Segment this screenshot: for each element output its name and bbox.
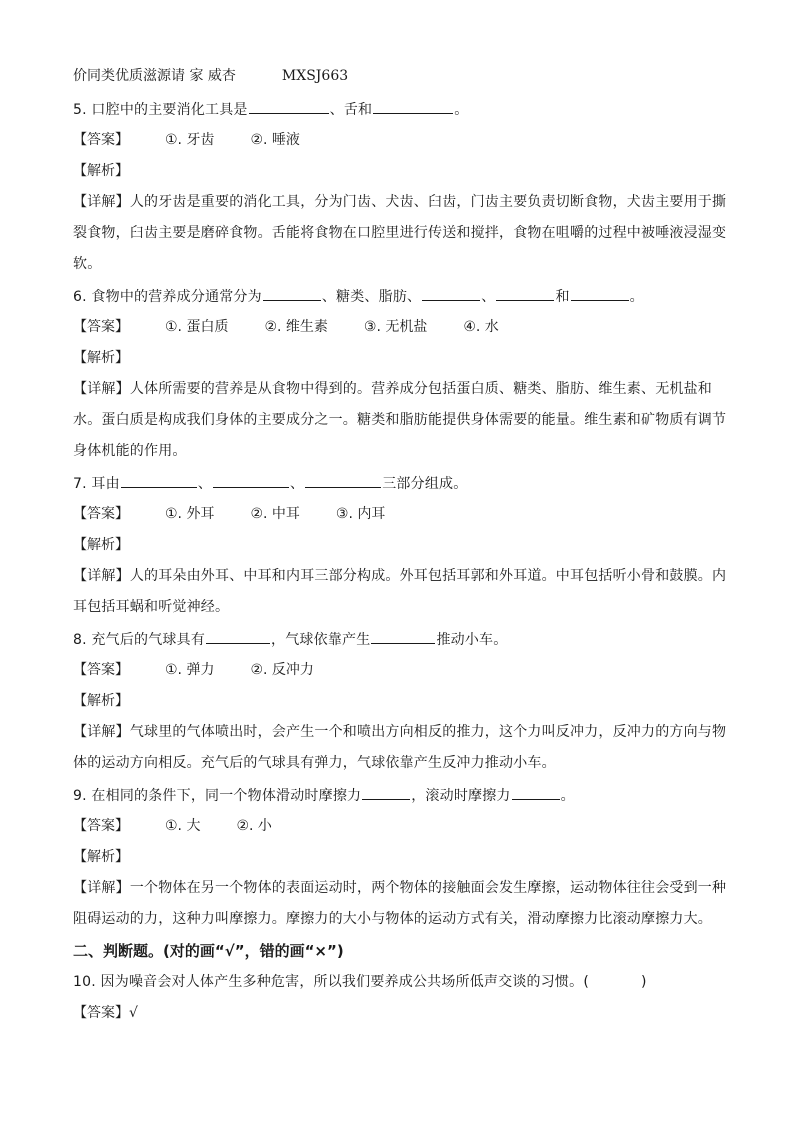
answer-label: 【答案】 — [73, 662, 129, 678]
answer-option: ②. 中耳 — [250, 506, 300, 522]
answer-option: ②. 唾液 — [250, 132, 300, 148]
answer-blank[interactable] — [422, 286, 480, 301]
detail-line: 【详解】人的耳朵由外耳、中耳和内耳三部分构成。外耳包括耳郭和外耳道。中耳包括听小骨和鼓膜。内 — [73, 568, 727, 584]
answer-option: ②. 维生素 — [264, 319, 328, 335]
answer-blank[interactable] — [249, 99, 329, 114]
answer-blank[interactable] — [305, 473, 381, 488]
answer-label: 【答案】 — [73, 319, 129, 335]
answer-label: 【答案】 — [73, 132, 129, 148]
question-5: 5. 口腔中的主要消化工具是 、舌和 。 — [73, 99, 468, 120]
detail-line: 【详解】人体所需要的营养是从食物中得到的。营养成分包括蛋白质、糖类、脂肪、维生素、无机盐和 — [73, 381, 713, 397]
section-heading: 二、判断题。(对的画“√”，错的画“×”) — [73, 942, 344, 960]
analysis-label: 【解析】 — [73, 537, 129, 553]
question-9: 9. 在相同的条件下，同一个物体滑动时摩擦力 ，滚动时摩擦力 。 — [73, 785, 575, 806]
question-6: 6. 食物中的营养成分通常分为 、糖类、脂肪、 、 和 。 — [73, 286, 644, 307]
analysis-label: 【解析】 — [73, 693, 129, 709]
answer-label: 【答案】 — [73, 506, 129, 522]
doc-code: MXSJ663 — [281, 68, 349, 84]
detail-line: 软。 — [73, 256, 102, 272]
question-7: 7. 耳由 、 、 三部分组成。 — [73, 473, 467, 494]
answer-blank[interactable] — [373, 99, 453, 114]
answer-line-8 — [73, 660, 314, 680]
question-10: 10. 因为噪音会对人体产生多种危害，所以我们要养成公共场所低声交谈的习惯。( ) — [73, 974, 647, 990]
answer-line-5 — [73, 130, 300, 150]
answer-label: 【答案】 — [73, 1005, 129, 1021]
answer-blank[interactable] — [512, 785, 560, 800]
detail-line: 体的运动方向相反。充气后的气球具有弹力，气球依靠产生反冲力推动小车。 — [73, 755, 556, 771]
detail-line: 【详解】气球里的气体喷出时，会产生一个和喷出方向相反的推力，这个力叫反冲力，反冲力的方向与物 — [73, 724, 727, 740]
detail-label: 【详解】 — [73, 194, 130, 210]
answer-option: ③. 无机盐 — [363, 319, 428, 335]
answer-line-7 — [73, 504, 385, 524]
answer-blank[interactable] — [371, 629, 435, 644]
analysis-label: 【解析】 — [73, 849, 129, 865]
answer-option: ②. 小 — [236, 818, 272, 834]
detail-label: 【详解】 — [73, 568, 130, 584]
detail-label: 【详解】 — [73, 381, 130, 397]
answer-line-10 — [73, 1003, 138, 1023]
detail-label: 【详解】 — [73, 724, 130, 740]
answer-option: ②. 反冲力 — [250, 662, 314, 678]
detail-line: 【详解】一个物体在另一个物体的表面运动时，两个物体的接触面会发生摩擦，运动物体往往会受到一种 — [73, 880, 727, 896]
answer-label: 【答案】 — [73, 818, 129, 834]
analysis-label: 【解析】 — [73, 350, 129, 366]
watermark-text: 价同类优质滋源请 家 威杏 — [73, 68, 236, 84]
answer-option: ①. 弹力 — [165, 662, 215, 678]
answer-option: ①. 大 — [165, 818, 201, 834]
answer-line-6 — [73, 317, 499, 337]
detail-label: 【详解】 — [73, 880, 130, 896]
detail-line: 裂食物，臼齿主要是磨碎食物。舌能将食物在口腔里进行传送和搅拌，食物在咀嚼的过程中被唾液浸湿变 — [73, 225, 727, 241]
detail-line: 耳包括耳蜗和听觉神经。 — [73, 599, 230, 615]
answer-option: ①. 蛋白质 — [165, 319, 229, 335]
detail-line: 【详解】人的牙齿是重要的消化工具，分为门齿、犬齿、臼齿，门齿主要负责切断食物，犬齿主要用于撕 — [73, 194, 727, 210]
detail-line: 水。蛋白质是构成我们身体的主要成分之一。糖类和脂肪能提供身体需要的能量。维生素和矿物质有调节 — [73, 412, 727, 428]
answer-blank[interactable] — [571, 286, 629, 301]
answer-option: ③. 内耳 — [335, 506, 386, 522]
answer-option: ④. 水 — [463, 319, 499, 335]
answer-blank[interactable] — [121, 473, 197, 488]
answer-blank[interactable] — [362, 785, 410, 800]
answer-blank[interactable] — [213, 473, 289, 488]
analysis-label: 【解析】 — [73, 163, 129, 179]
answer-option: ①. 外耳 — [165, 506, 215, 522]
detail-line: 阻碍运动的力，这种力叫摩擦力。摩擦力的大小与物体的运动方式有关，滑动摩擦力比滚动摩擦力大。 — [73, 911, 712, 927]
answer-blank[interactable] — [263, 286, 321, 301]
answer-blank[interactable] — [496, 286, 554, 301]
answer-option: ①. 牙齿 — [165, 132, 215, 148]
answer-value: √ — [129, 1005, 138, 1021]
question-8: 8. 充气后的气球具有 ，气球依靠产生 推动小车。 — [73, 629, 507, 650]
header-line — [73, 66, 348, 86]
answer-blank[interactable] — [206, 629, 270, 644]
answer-line-9 — [73, 816, 272, 836]
detail-line: 身体机能的作用。 — [73, 443, 187, 459]
